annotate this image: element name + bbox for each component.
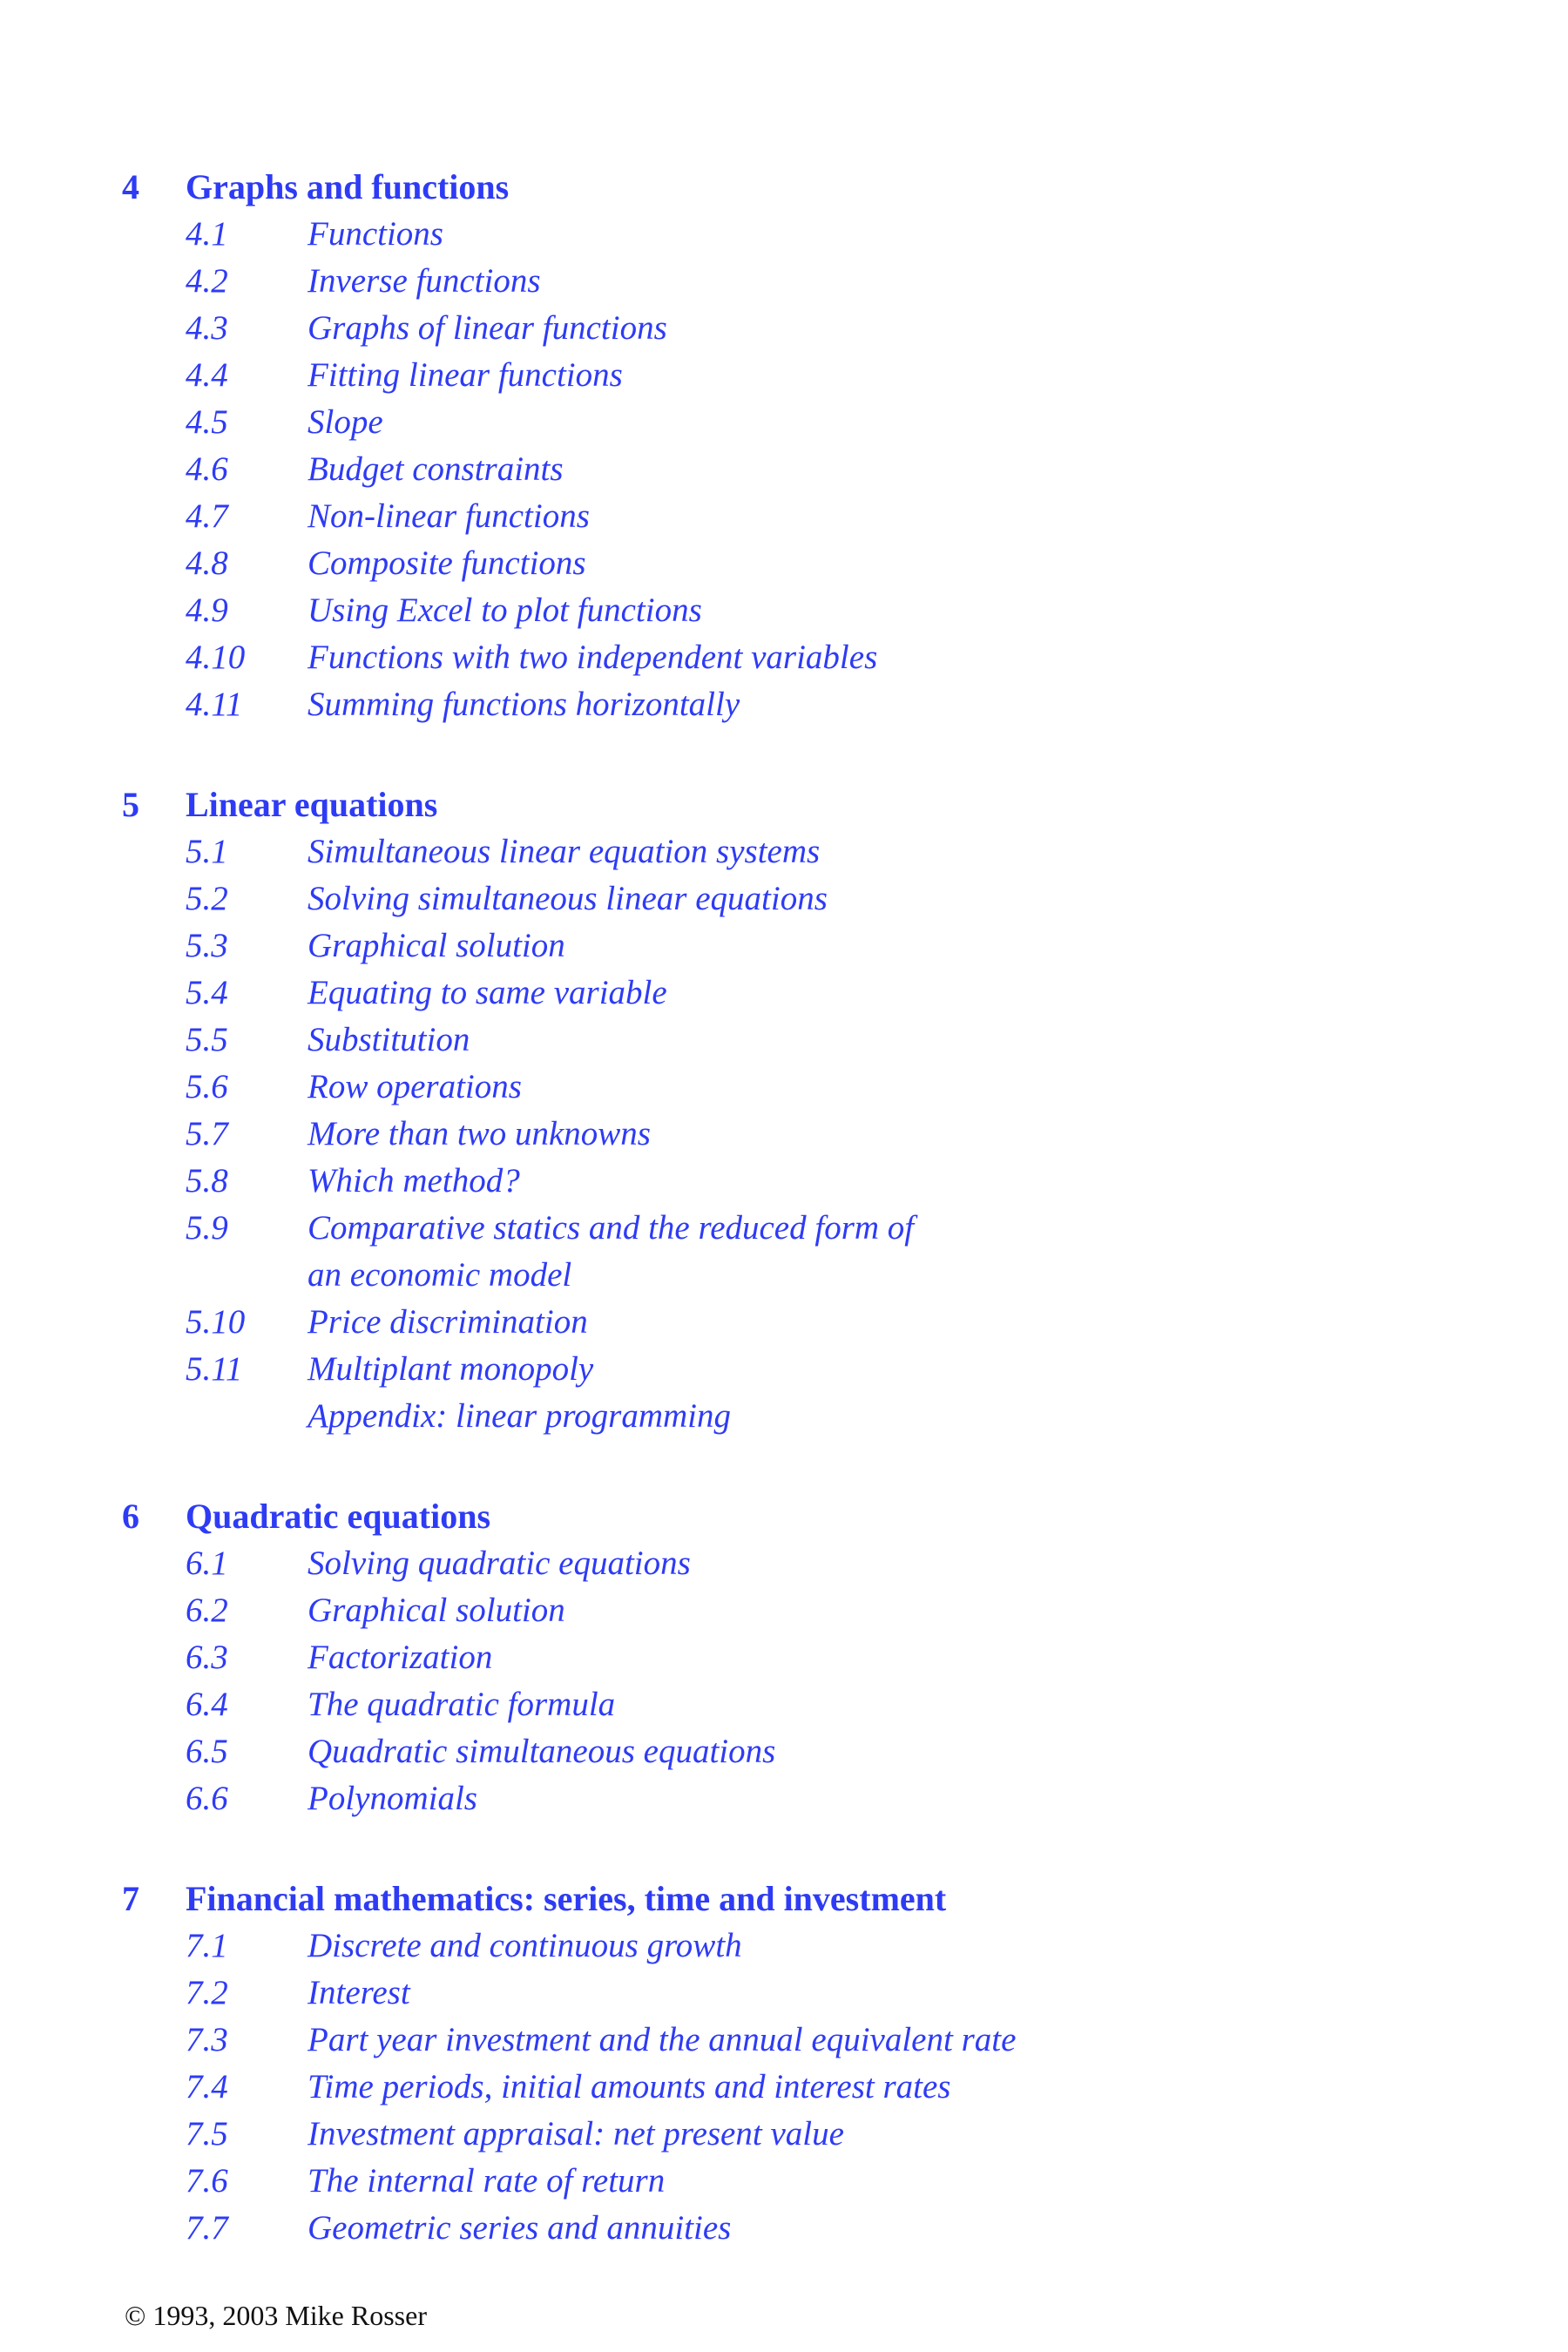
section-number: 4.6 <box>186 450 228 488</box>
toc-entry-6-6[interactable] <box>0 1775 1568 1822</box>
section-number: 5.1 <box>186 833 228 870</box>
toc-entry-5-10[interactable] <box>0 1299 1568 1346</box>
section-title: More than two unknowns <box>308 1115 651 1152</box>
toc-entry-5-6[interactable] <box>0 1064 1568 1111</box>
section-title: Discrete and continuous growth <box>308 1927 742 1964</box>
chapter-heading[interactable] <box>0 781 1568 828</box>
toc-entry-4-5[interactable] <box>0 399 1568 446</box>
toc-entry-7-2[interactable] <box>0 1970 1568 2017</box>
section-number: 5.2 <box>186 880 228 917</box>
section-title: Price discrimination <box>308 1303 588 1341</box>
section-title: Inverse functions <box>308 262 541 300</box>
section-number: 5.3 <box>186 927 228 964</box>
section-title: Row operations <box>308 1068 522 1105</box>
section-title: an economic model <box>308 1256 572 1294</box>
section-number: 7.5 <box>186 2115 228 2153</box>
toc-entry-7-4[interactable] <box>0 2064 1568 2111</box>
toc-entry-6-4[interactable] <box>0 1681 1568 1728</box>
chapter-heading[interactable] <box>0 1876 1568 1923</box>
toc-entry-5-7[interactable] <box>0 1111 1568 1158</box>
toc-entry-4-9[interactable] <box>0 587 1568 634</box>
toc-entry-5-2[interactable] <box>0 875 1568 923</box>
chapter-number: 6 <box>122 1497 139 1536</box>
section-number: 6.6 <box>186 1780 228 1817</box>
section-number: 5.4 <box>186 974 228 1011</box>
section-number: 4.5 <box>186 403 228 441</box>
section-title: Geometric series and annuities <box>308 2209 732 2247</box>
chapter-4 <box>0 164 1568 728</box>
chapter-number: 5 <box>122 785 139 824</box>
section-title: Fitting linear functions <box>308 356 623 394</box>
toc-entry-6-3[interactable] <box>0 1634 1568 1681</box>
section-number: 4.1 <box>186 215 228 253</box>
section-number: 7.3 <box>186 2021 228 2058</box>
section-number: 5.6 <box>186 1068 228 1105</box>
section-title: Interest <box>308 1974 410 2011</box>
section-number: 7.4 <box>186 2068 228 2105</box>
section-title: Summing functions horizontally <box>308 686 740 723</box>
toc-entry-5-3[interactable] <box>0 923 1568 970</box>
copyright-footer: © 1993, 2003 Mike Rosser <box>125 2300 427 2331</box>
toc-entry-5-8[interactable] <box>0 1158 1568 1205</box>
section-number: 7.7 <box>186 2209 228 2247</box>
section-number: 4.10 <box>186 639 246 676</box>
section-list <box>0 1923 1568 2252</box>
toc-entry-5-9-continued[interactable] <box>0 1252 1568 1299</box>
toc-entry-4-6[interactable] <box>0 446 1568 493</box>
toc-entry-4-3[interactable] <box>0 305 1568 352</box>
section-number: 4.11 <box>186 686 243 723</box>
section-number: 4.9 <box>186 591 228 629</box>
toc-entry-6-2[interactable] <box>0 1587 1568 1634</box>
section-title: Which method? <box>308 1162 520 1200</box>
chapter-6 <box>0 1493 1568 1822</box>
section-number: 6.3 <box>186 1639 228 1676</box>
section-title: Functions with two independent variables <box>308 639 878 676</box>
section-number: 6.4 <box>186 1686 228 1723</box>
section-title: Solving simultaneous linear equations <box>308 880 828 917</box>
section-title: Investment appraisal: net present value <box>308 2115 844 2153</box>
section-title: Functions <box>308 215 443 253</box>
section-number: 7.1 <box>186 1927 228 1964</box>
section-number: 5.7 <box>186 1115 228 1152</box>
toc-entry-6-5[interactable] <box>0 1728 1568 1775</box>
section-title: Quadratic simultaneous equations <box>308 1733 776 1770</box>
section-title: Graphical solution <box>308 927 565 964</box>
section-title: The quadratic formula <box>308 1686 616 1723</box>
toc-entry-7-7[interactable] <box>0 2205 1568 2252</box>
section-number: 5.5 <box>186 1021 228 1058</box>
section-number: 5.10 <box>186 1303 246 1341</box>
section-number: 7.2 <box>186 1974 228 2011</box>
section-title: Composite functions <box>308 544 586 582</box>
section-list <box>0 211 1568 728</box>
section-title: The internal rate of return <box>308 2162 666 2200</box>
chapter-5 <box>0 781 1568 1440</box>
toc-entry-7-3[interactable] <box>0 2017 1568 2064</box>
toc-entry-4-4[interactable] <box>0 352 1568 399</box>
section-title: Solving quadratic equations <box>308 1544 691 1582</box>
section-title: Appendix: linear programming <box>308 1397 731 1435</box>
chapter-title: Financial mathematics: series, time and investment <box>186 1879 947 1918</box>
chapter-heading[interactable] <box>0 164 1568 211</box>
toc-entry-5-11[interactable] <box>0 1346 1568 1393</box>
toc-entry-4-7[interactable] <box>0 493 1568 540</box>
toc-entry-4-10[interactable] <box>0 634 1568 681</box>
chapter-title: Graphs and functions <box>186 167 510 206</box>
section-number: 7.6 <box>186 2162 228 2200</box>
section-number: 4.4 <box>186 356 228 394</box>
chapter-heading[interactable] <box>0 1493 1568 1540</box>
toc-entry-5-5[interactable] <box>0 1017 1568 1064</box>
section-title: Simultaneous linear equation systems <box>308 833 821 870</box>
section-title: Using Excel to plot functions <box>308 591 702 629</box>
section-number: 4.8 <box>186 544 228 582</box>
toc-entry-5-9[interactable] <box>0 1205 1568 1252</box>
section-title: Non-linear functions <box>308 497 590 535</box>
toc-entry-4-1[interactable] <box>0 211 1568 258</box>
toc-entry-6-1[interactable] <box>0 1540 1568 1587</box>
section-title: Graphs of linear functions <box>308 309 667 347</box>
section-title: Time periods, initial amounts and interest rates <box>308 2068 951 2105</box>
toc-entry-7-1[interactable] <box>0 1923 1568 1970</box>
toc-entry-5-4[interactable] <box>0 970 1568 1017</box>
toc-entry-4-2[interactable] <box>0 258 1568 305</box>
chapter-title: Linear equations <box>186 785 438 824</box>
section-number: 6.1 <box>186 1544 228 1582</box>
section-title: Multiplant monopoly <box>308 1350 594 1388</box>
toc-entry-5-1[interactable] <box>0 828 1568 875</box>
chapter-number: 7 <box>122 1879 139 1918</box>
chapter-7 <box>0 1876 1568 2252</box>
chapter-number: 4 <box>122 167 139 206</box>
toc-entry-4-8[interactable] <box>0 540 1568 587</box>
toc-entry-4-11[interactable] <box>0 681 1568 728</box>
section-title: Part year investment and the annual equivalent rate <box>308 2021 1017 2058</box>
section-title: Polynomials <box>308 1780 477 1817</box>
section-title: Substitution <box>308 1021 470 1058</box>
section-number: 6.2 <box>186 1592 228 1629</box>
section-number: 4.7 <box>186 497 228 535</box>
toc-entry-5-appendix[interactable] <box>0 1393 1568 1440</box>
section-number: 5.8 <box>186 1162 228 1200</box>
chapter-title: Quadratic equations <box>186 1497 491 1536</box>
section-title: Comparative statics and the reduced form of <box>308 1209 915 1247</box>
section-list <box>0 828 1568 1440</box>
section-title: Graphical solution <box>308 1592 565 1629</box>
section-number: 5.9 <box>186 1209 228 1247</box>
section-number: 4.2 <box>186 262 228 300</box>
toc-entry-7-5[interactable] <box>0 2111 1568 2158</box>
section-number: 4.3 <box>186 309 228 347</box>
section-number: 6.5 <box>186 1733 228 1770</box>
section-title: Equating to same variable <box>308 974 667 1011</box>
section-title: Factorization <box>308 1639 493 1676</box>
section-number: 5.11 <box>186 1350 243 1388</box>
toc-entry-7-6[interactable] <box>0 2158 1568 2205</box>
section-title: Budget constraints <box>308 450 564 488</box>
section-list <box>0 1540 1568 1822</box>
section-title: Slope <box>308 403 383 441</box>
